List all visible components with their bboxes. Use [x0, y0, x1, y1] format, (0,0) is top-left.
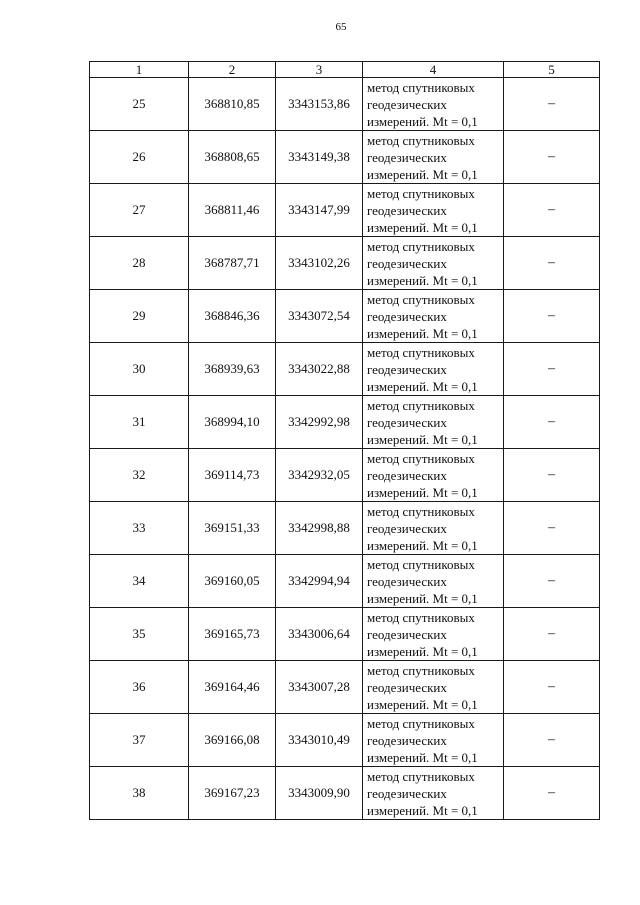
y-coordinate-cell: 3343102,26: [276, 237, 363, 290]
method-cell: [363, 343, 504, 396]
method-cell: [363, 502, 504, 555]
method-text-line: геодезических: [367, 626, 447, 642]
x-coordinate-cell: 368811,46: [189, 184, 276, 237]
x-coordinate-cell: 369114,73: [189, 449, 276, 502]
method-text-line: геодезических: [367, 361, 447, 377]
method-text-line: геодезических: [367, 467, 447, 483]
y-coordinate-cell: 3343009,90: [276, 767, 363, 820]
y-coordinate-cell: 3343007,28: [276, 661, 363, 714]
y-coordinate-cell: 3343022,88: [276, 343, 363, 396]
y-coordinate-cell: 3342998,88: [276, 502, 363, 555]
method-text-line: метод спутниковых: [367, 238, 475, 254]
table-row: [90, 502, 600, 555]
point-number-cell: 26: [90, 131, 189, 184]
table-row: [90, 608, 600, 661]
method-text-line: измерений. Mt = 0,1: [367, 378, 478, 394]
method-text-line: измерений. Mt = 0,1: [367, 749, 478, 765]
table-row: [90, 714, 600, 767]
header-cell-2: 2: [189, 62, 276, 78]
table-row: [90, 555, 600, 608]
method-text-line: метод спутниковых: [367, 715, 475, 731]
method-text-line: измерений. Mt = 0,1: [367, 484, 478, 500]
page-number: 65: [335, 21, 347, 33]
point-number-cell: 29: [90, 290, 189, 343]
note-cell: –: [504, 661, 600, 714]
method-text-line: метод спутниковых: [367, 503, 475, 519]
point-number-cell: 37: [90, 714, 189, 767]
header-row: [90, 62, 600, 78]
header-cell-3: 3: [276, 62, 363, 78]
method-text-line: метод спутниковых: [367, 185, 475, 201]
x-coordinate-cell: 368939,63: [189, 343, 276, 396]
note-cell: –: [504, 237, 600, 290]
method-cell: [363, 396, 504, 449]
method-text-line: измерений. Mt = 0,1: [367, 590, 478, 606]
method-cell: [363, 184, 504, 237]
x-coordinate-cell: 368994,10: [189, 396, 276, 449]
y-coordinate-cell: 3342992,98: [276, 396, 363, 449]
method-cell: [363, 449, 504, 502]
point-number-cell: 28: [90, 237, 189, 290]
method-text-line: метод спутниковых: [367, 397, 475, 413]
point-number-cell: 34: [90, 555, 189, 608]
method-text-line: метод спутниковых: [367, 79, 475, 95]
method-text-line: измерений. Mt = 0,1: [367, 643, 478, 659]
table-body: [90, 78, 600, 820]
method-text-line: геодезических: [367, 255, 447, 271]
note-cell: –: [504, 714, 600, 767]
method-text-line: измерений. Mt = 0,1: [367, 802, 478, 818]
note-cell: –: [504, 396, 600, 449]
point-number-cell: 25: [90, 78, 189, 131]
method-text-line: метод спутниковых: [367, 662, 475, 678]
note-cell: –: [504, 78, 600, 131]
method-cell: [363, 290, 504, 343]
x-coordinate-cell: 368808,65: [189, 131, 276, 184]
point-number-cell: 38: [90, 767, 189, 820]
header-cell-5: 5: [504, 62, 600, 78]
y-coordinate-cell: 3343006,64: [276, 608, 363, 661]
y-coordinate-cell: 3343072,54: [276, 290, 363, 343]
method-text-line: метод спутниковых: [367, 609, 475, 625]
note-cell: –: [504, 608, 600, 661]
note-cell: –: [504, 131, 600, 184]
method-text-line: геодезических: [367, 732, 447, 748]
x-coordinate-cell: 368810,85: [189, 78, 276, 131]
method-text-line: измерений. Mt = 0,1: [367, 325, 478, 341]
x-coordinate-cell: 369167,23: [189, 767, 276, 820]
y-coordinate-cell: 3343153,86: [276, 78, 363, 131]
point-number-cell: 35: [90, 608, 189, 661]
x-coordinate-cell: 368846,36: [189, 290, 276, 343]
method-text-line: измерений. Mt = 0,1: [367, 431, 478, 447]
note-cell: –: [504, 502, 600, 555]
method-text-line: измерений. Mt = 0,1: [367, 272, 478, 288]
note-cell: –: [504, 343, 600, 396]
table-row: [90, 767, 600, 820]
point-number-cell: 31: [90, 396, 189, 449]
method-text-line: геодезических: [367, 573, 447, 589]
point-number-cell: 32: [90, 449, 189, 502]
method-text-line: измерений. Mt = 0,1: [367, 696, 478, 712]
method-text-line: метод спутниковых: [367, 768, 475, 784]
method-text-line: метод спутниковых: [367, 132, 475, 148]
method-text-line: геодезических: [367, 202, 447, 218]
header-cell-4: 4: [363, 62, 504, 78]
method-text-line: геодезических: [367, 149, 447, 165]
note-cell: –: [504, 767, 600, 820]
method-text-line: геодезических: [367, 679, 447, 695]
method-cell: [363, 608, 504, 661]
point-number-cell: 30: [90, 343, 189, 396]
method-cell: [363, 661, 504, 714]
method-text-line: геодезических: [367, 414, 447, 430]
method-cell: [363, 131, 504, 184]
y-coordinate-cell: 3343147,99: [276, 184, 363, 237]
method-text-line: метод спутниковых: [367, 344, 475, 360]
table-row: [90, 343, 600, 396]
x-coordinate-cell: 369166,08: [189, 714, 276, 767]
coordinates-table: [89, 61, 600, 820]
method-text-line: метод спутниковых: [367, 450, 475, 466]
method-text-line: измерений. Mt = 0,1: [367, 166, 478, 182]
note-cell: –: [504, 449, 600, 502]
method-text-line: метод спутниковых: [367, 556, 475, 572]
table-row: [90, 396, 600, 449]
table-row: [90, 131, 600, 184]
table-row: [90, 661, 600, 714]
method-text-line: геодезических: [367, 520, 447, 536]
x-coordinate-cell: 369164,46: [189, 661, 276, 714]
method-cell: [363, 714, 504, 767]
note-cell: –: [504, 184, 600, 237]
table-row: [90, 237, 600, 290]
method-text-line: измерений. Mt = 0,1: [367, 113, 478, 129]
method-text-line: измерений. Mt = 0,1: [367, 219, 478, 235]
method-text-line: геодезических: [367, 96, 447, 112]
header-cell-1: 1: [90, 62, 189, 78]
x-coordinate-cell: 369160,05: [189, 555, 276, 608]
table-row: [90, 78, 600, 131]
y-coordinate-cell: 3342932,05: [276, 449, 363, 502]
method-cell: [363, 237, 504, 290]
method-text-line: метод спутниковых: [367, 291, 475, 307]
method-cell: [363, 555, 504, 608]
method-text-line: геодезических: [367, 308, 447, 324]
x-coordinate-cell: 369151,33: [189, 502, 276, 555]
table-header: [90, 62, 600, 78]
table-row: [90, 290, 600, 343]
x-coordinate-cell: 369165,73: [189, 608, 276, 661]
table-row: [90, 184, 600, 237]
method-text-line: геодезических: [367, 785, 447, 801]
note-cell: –: [504, 290, 600, 343]
y-coordinate-cell: 3343010,49: [276, 714, 363, 767]
note-cell: –: [504, 555, 600, 608]
y-coordinate-cell: 3343149,38: [276, 131, 363, 184]
point-number-cell: 27: [90, 184, 189, 237]
method-text-line: измерений. Mt = 0,1: [367, 537, 478, 553]
method-cell: [363, 78, 504, 131]
y-coordinate-cell: 3342994,94: [276, 555, 363, 608]
method-cell: [363, 767, 504, 820]
x-coordinate-cell: 368787,71: [189, 237, 276, 290]
point-number-cell: 36: [90, 661, 189, 714]
point-number-cell: 33: [90, 502, 189, 555]
table-row: [90, 449, 600, 502]
